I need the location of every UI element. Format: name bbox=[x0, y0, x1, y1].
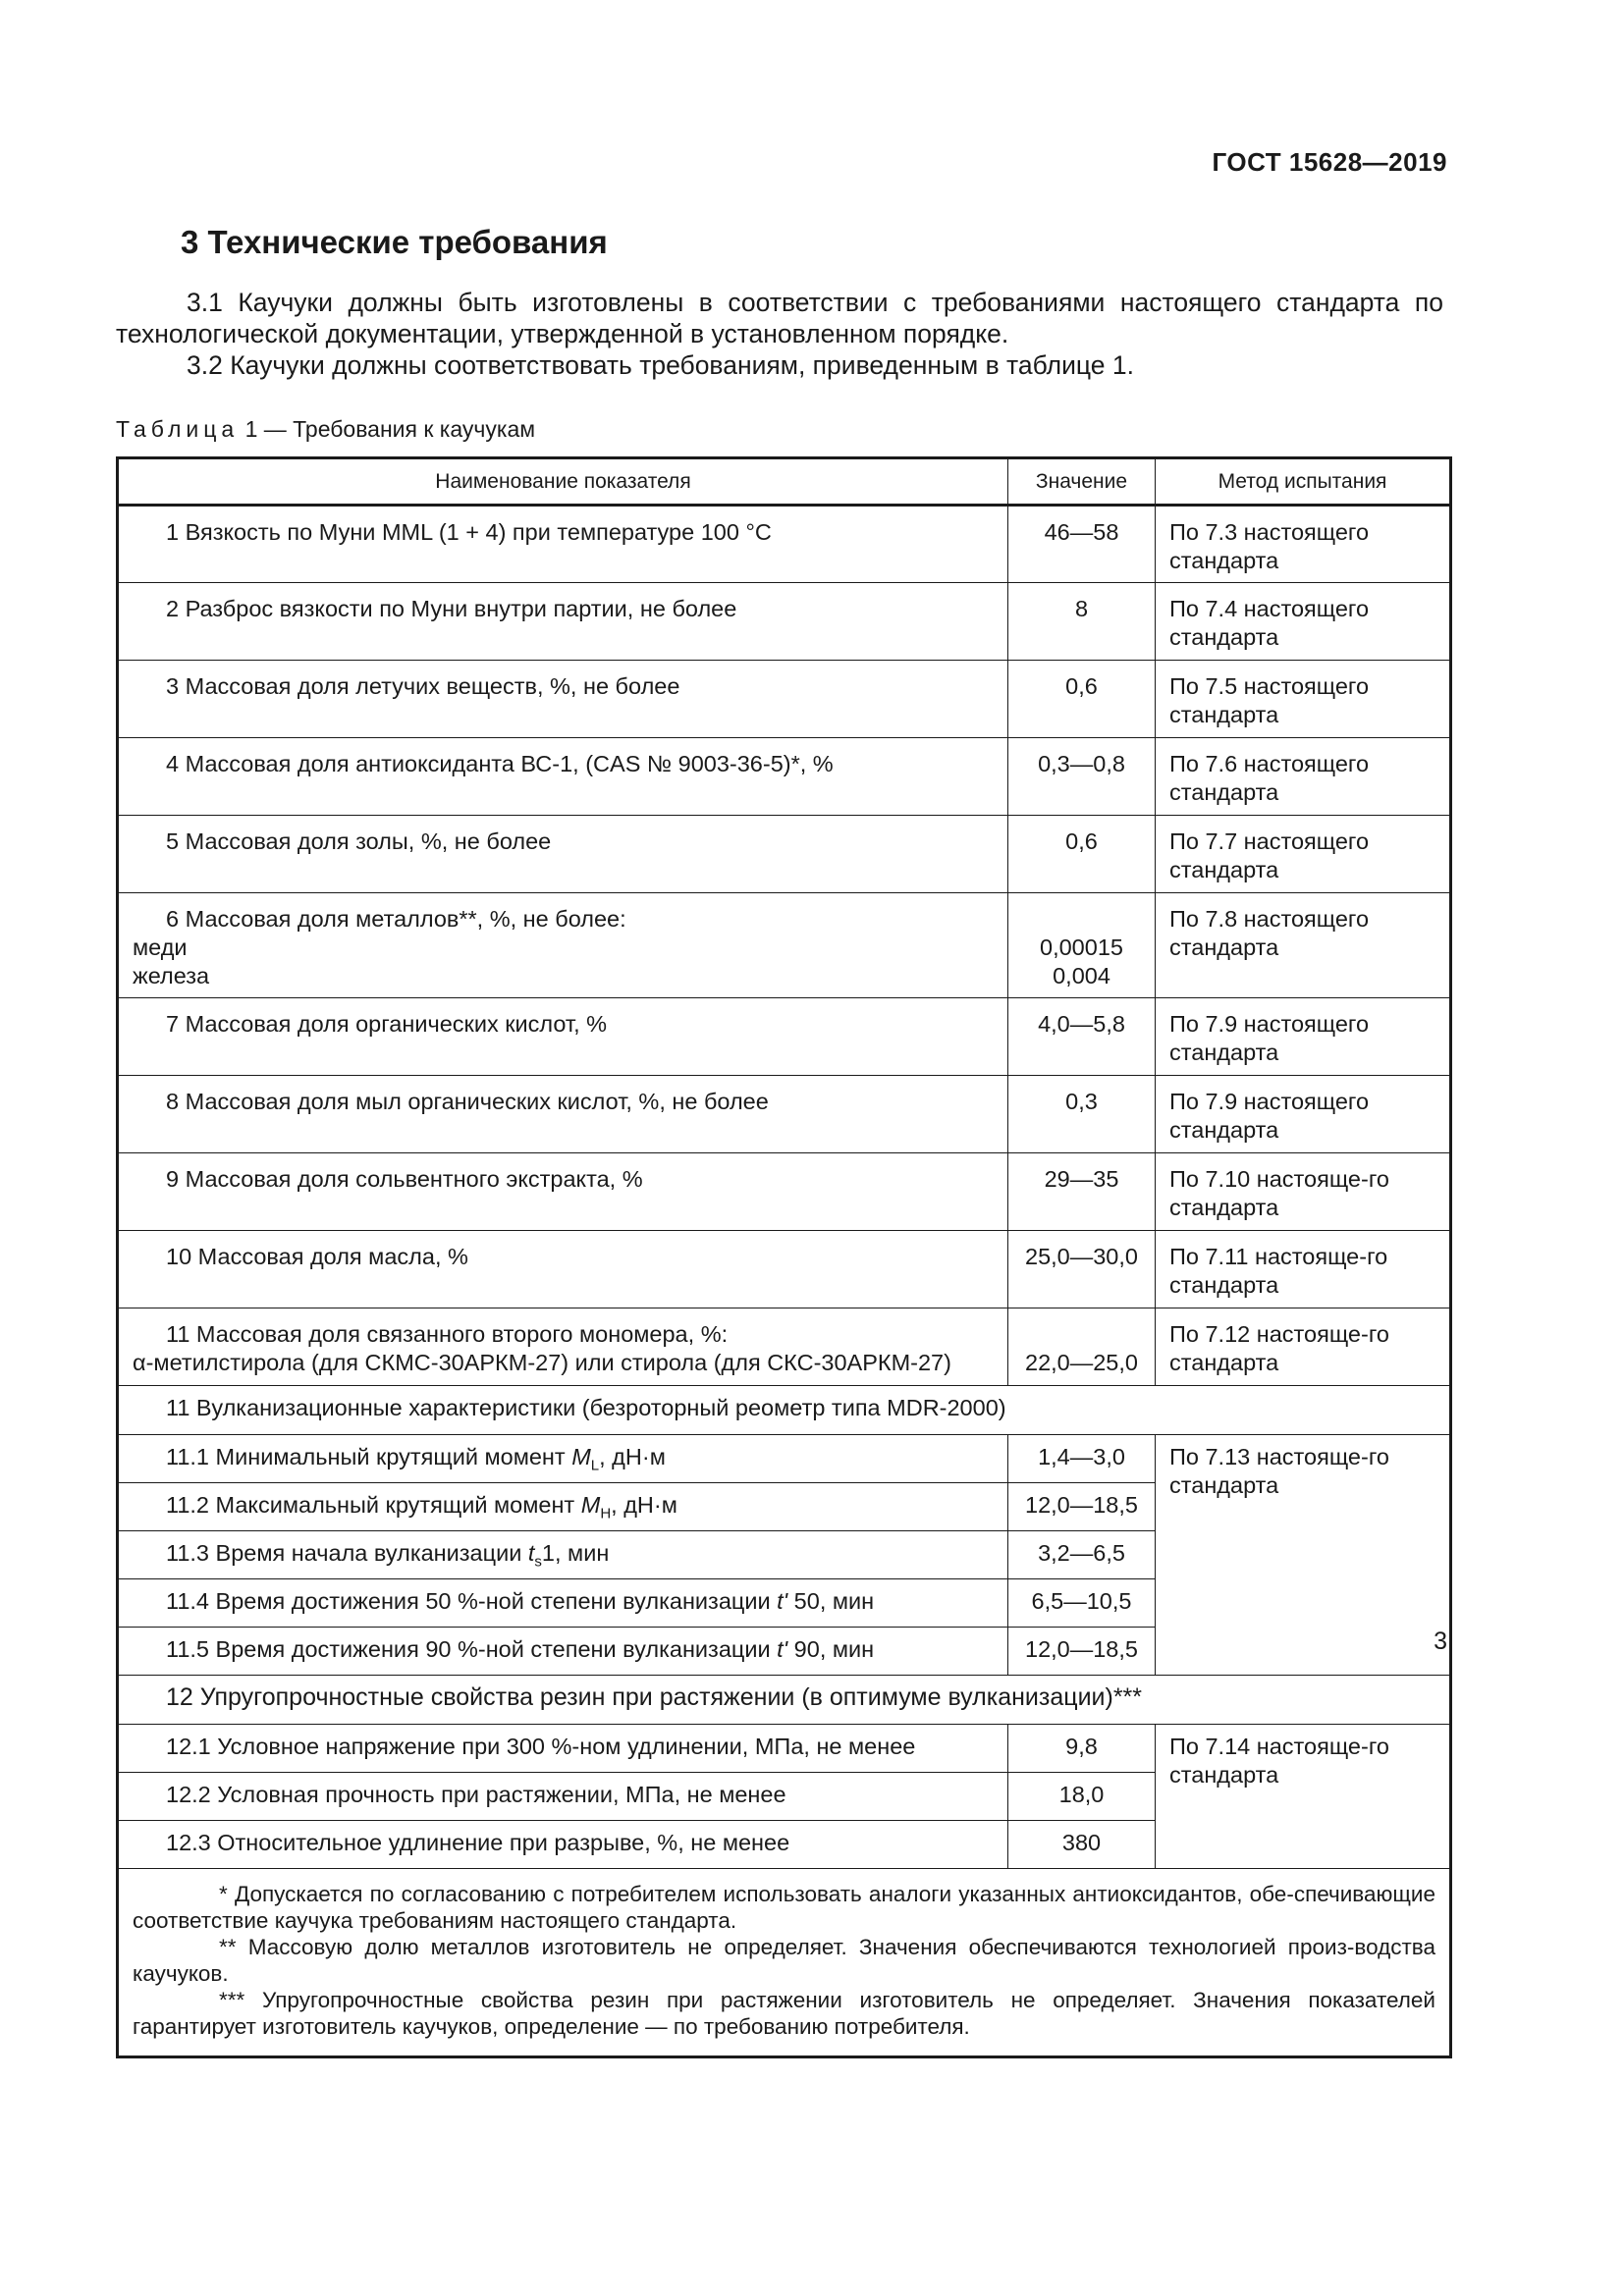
section-title: 3 Технические требования bbox=[181, 224, 608, 260]
row-method: По 7.9 настоящего стандарта bbox=[1156, 1076, 1451, 1153]
row-name: 3 Массовая доля летучих веществ, %, не более bbox=[118, 661, 1008, 738]
row-name: 5 Массовая доля золы, %, не более bbox=[118, 816, 1008, 893]
row-name: 9 Массовая доля сольвентного экстракта, % bbox=[118, 1153, 1008, 1231]
table-row bbox=[118, 1308, 1451, 1386]
row-method: По 7.7 настоящего стандарта bbox=[1156, 816, 1451, 893]
table-row bbox=[118, 998, 1451, 1076]
row-name: 11.1 Минимальный крутящий момент $M_L$, дН·м bbox=[118, 1435, 1008, 1483]
row-value: 0,00015 0,004 bbox=[1008, 893, 1156, 998]
row-name: 4 Массовая доля антиоксиданта ВС-1, (CAS № 9003-36-5)*, % bbox=[118, 738, 1008, 816]
group-12-title-row bbox=[118, 1676, 1451, 1725]
table-row bbox=[118, 1435, 1451, 1483]
row-value: 380 bbox=[1008, 1821, 1156, 1869]
table-row bbox=[118, 583, 1451, 661]
row-method: По 7.12 настояще-го стандарта bbox=[1156, 1308, 1451, 1386]
row-method: По 7.5 настоящего стандарта bbox=[1156, 661, 1451, 738]
row-value: 0,6 bbox=[1008, 661, 1156, 738]
row-name: 11 Массовая доля связанного второго мономера, %: α-метилстирола (для СКМС-30АРКМ-27) или стирола (для СКС-30АРКМ-27) bbox=[118, 1308, 1008, 1386]
row-value: 46—58 bbox=[1008, 506, 1156, 583]
group-11-title: 11 Вулканизационные характеристики (безроторный реометр типа MDR-2000) bbox=[118, 1386, 1451, 1435]
row-value: 3,2—6,5 bbox=[1008, 1531, 1156, 1579]
table-row bbox=[118, 1153, 1451, 1231]
note-2: ** Массовую долю металлов изготовитель не определяет. Значения обеспечиваются технологией произ-водства каучуков. bbox=[133, 1935, 1435, 1986]
row-name: 12.1 Условное напряжение при 300 %-ном удлинении, МПа, не менее bbox=[118, 1725, 1008, 1773]
intro-paragraphs bbox=[116, 287, 1443, 381]
table-caption-text: 1 — Требования к каучукам bbox=[239, 416, 536, 442]
row-name: 8 Массовая доля мыл органических кислот, %, не более bbox=[118, 1076, 1008, 1153]
row-name: 12.2 Условная прочность при растяжении, МПа, не менее bbox=[118, 1773, 1008, 1821]
table-row bbox=[118, 506, 1451, 583]
row-name: 7 Массовая доля органических кислот, % bbox=[118, 998, 1008, 1076]
row-value: 12,0—18,5 bbox=[1008, 1483, 1156, 1531]
row-method: По 7.14 настояще-го стандарта bbox=[1156, 1725, 1451, 1869]
row-value: 12,0—18,5 bbox=[1008, 1628, 1156, 1676]
row-method: По 7.9 настоящего стандарта bbox=[1156, 998, 1451, 1076]
group-12-title: 12 Упругопрочностные свойства резин при растяжении (в оптимуме вулканизации)*** bbox=[118, 1676, 1451, 1725]
row-value: 29—35 bbox=[1008, 1153, 1156, 1231]
note-1: * Допускается по согласованию с потребителем использовать аналоги указанных антиоксидантов, обе-спечивающие соответствие каучука требованиям настоящего стандарта. bbox=[133, 1882, 1435, 1933]
header-name: Наименование показателя bbox=[118, 458, 1008, 506]
row-name: 11.2 Максимальный крутящий момент $M_H$, дН·м bbox=[118, 1483, 1008, 1531]
note-3: *** Упругопрочностные свойства резин при растяжении изготовитель не определяет. Значения показателей гарантирует изготовитель каучуков, определение — по требованию потребителя. bbox=[133, 1988, 1435, 2039]
table-header-row bbox=[118, 458, 1451, 506]
row-method: По 7.3 настоящего стандарта bbox=[1156, 506, 1451, 583]
row-method: По 7.4 настоящего стандарта bbox=[1156, 583, 1451, 661]
table-row bbox=[118, 893, 1451, 998]
row-value: 0,3 bbox=[1008, 1076, 1156, 1153]
row-name: 6 Массовая доля металлов**, %, не более: меди железа bbox=[118, 893, 1008, 998]
row-sub-iron: железа bbox=[133, 963, 210, 988]
row-value: 22,0—25,0 bbox=[1008, 1308, 1156, 1386]
paragraph-3-2: 3.2 Каучуки должны соответствовать требованиям, приведенным в таблице 1. bbox=[187, 350, 1134, 380]
row-name: 12.3 Относительное удлинение при разрыве, %, не менее bbox=[118, 1821, 1008, 1869]
standard-code: ГОСТ 15628—2019 bbox=[1212, 147, 1447, 177]
row-name: 11.5 Время достижения 90 %-ной степени вулканизации t' 90, мин bbox=[118, 1628, 1008, 1676]
table-row bbox=[118, 1231, 1451, 1308]
row-name: 1 Вязкость по Муни MML (1 + 4) при температуре 100 °С bbox=[118, 506, 1008, 583]
table-caption-label: Таблица bbox=[116, 416, 240, 442]
header-method: Метод испытания bbox=[1156, 458, 1451, 506]
page-number: 3 bbox=[1434, 1628, 1447, 1655]
row-value: 4,0—5,8 bbox=[1008, 998, 1156, 1076]
row-value: 0,3—0,8 bbox=[1008, 738, 1156, 816]
row-method: По 7.10 настояще-го стандарта bbox=[1156, 1153, 1451, 1231]
row-method: По 7.6 настоящего стандарта bbox=[1156, 738, 1451, 816]
paragraph-3-1: 3.1 Каучуки должны быть изготовлены в соответствии с требованиями настоящего стандарта по технологической документации, утвержденной в установленном порядке. bbox=[116, 288, 1443, 348]
table-row bbox=[118, 816, 1451, 893]
row-method: По 7.11 настояще-го стандарта bbox=[1156, 1231, 1451, 1308]
row-name: 10 Массовая доля масла, % bbox=[118, 1231, 1008, 1308]
row-value: 1,4—3,0 bbox=[1008, 1435, 1156, 1483]
row-method: По 7.8 настоящего стандарта bbox=[1156, 893, 1451, 998]
requirements-table bbox=[116, 456, 1452, 2058]
table-row bbox=[118, 661, 1451, 738]
row-value: 0,6 bbox=[1008, 816, 1156, 893]
table-notes bbox=[118, 1869, 1451, 2057]
row-value: 18,0 bbox=[1008, 1773, 1156, 1821]
row-sub-copper: меди bbox=[133, 934, 188, 960]
table-row bbox=[118, 1725, 1451, 1773]
table-row bbox=[118, 738, 1451, 816]
row-value: 9,8 bbox=[1008, 1725, 1156, 1773]
row-name: 2 Разброс вязкости по Муни внутри партии, не более bbox=[118, 583, 1008, 661]
row-method: По 7.13 настояще-го стандарта bbox=[1156, 1435, 1451, 1676]
table-caption bbox=[116, 416, 535, 443]
row-value: 8 bbox=[1008, 583, 1156, 661]
row-value: 25,0—30,0 bbox=[1008, 1231, 1156, 1308]
row-name: 11.4 Время достижения 50 %-ной степени вулканизации t' 50, мин bbox=[118, 1579, 1008, 1628]
group-11-title-row bbox=[118, 1386, 1451, 1435]
notes-row bbox=[118, 1869, 1451, 2057]
row-name: 11.3 Время начала вулканизации $t_s1$, мин bbox=[118, 1531, 1008, 1579]
header-value: Значение bbox=[1008, 458, 1156, 506]
table-row bbox=[118, 1076, 1451, 1153]
row-value: 6,5—10,5 bbox=[1008, 1579, 1156, 1628]
